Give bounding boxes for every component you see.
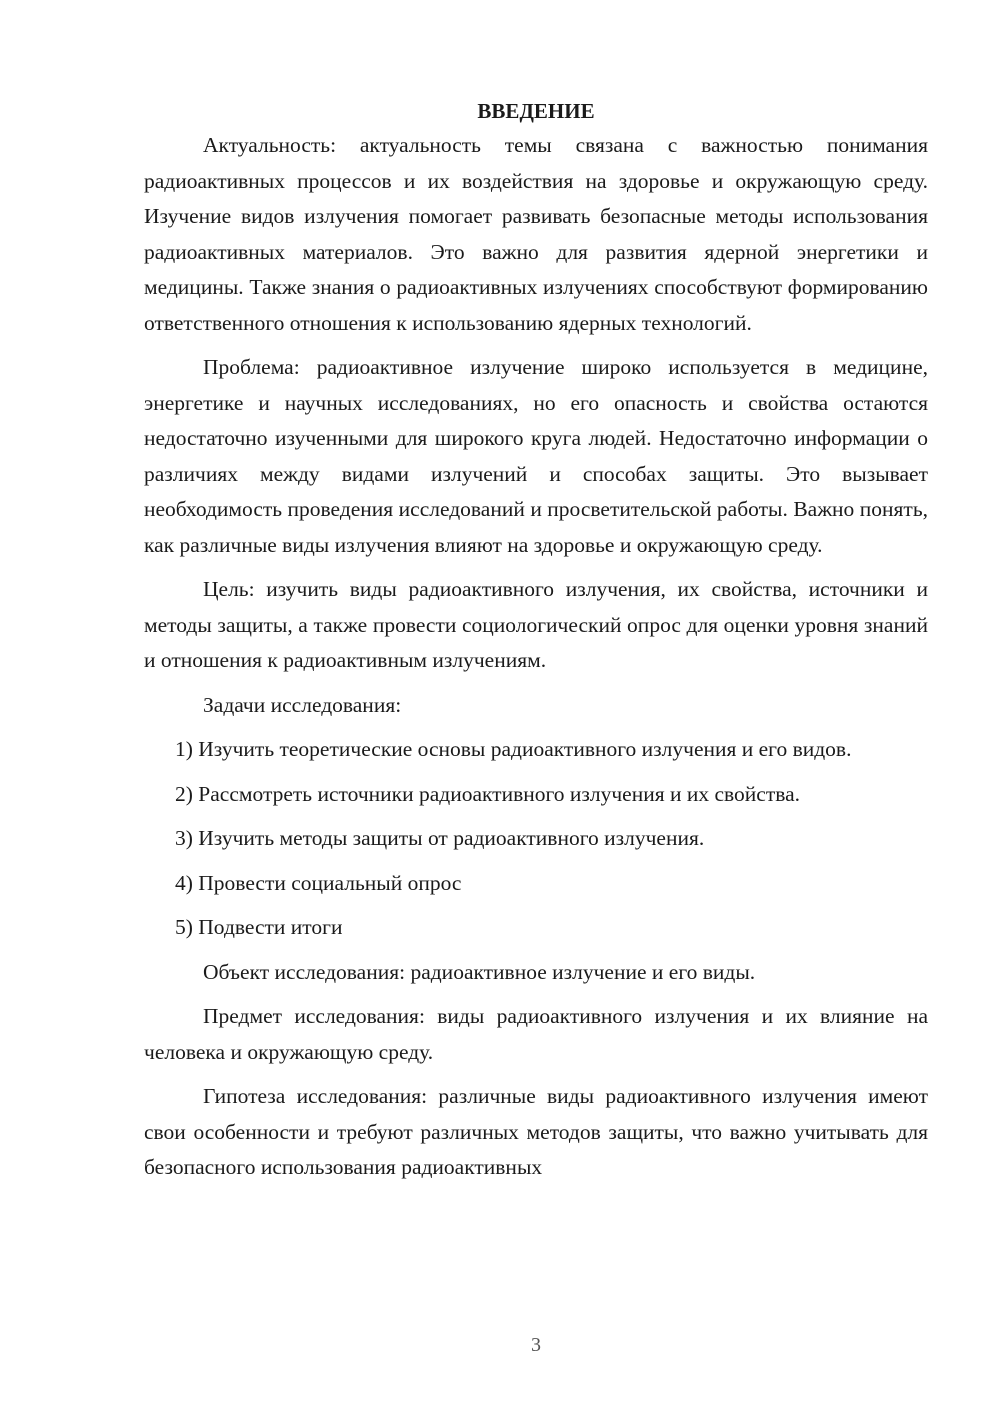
list-item: 5) Подвести итоги [175, 915, 343, 939]
paragraph-tasks-title: Задачи исследования: [203, 692, 402, 717]
list-item: 1) Изучить теоретические основы радиоактивного излучения и его видов. [175, 737, 852, 761]
list-item: 4) Провести социальный опрос [175, 870, 462, 895]
paragraph-subject: Предмет исследования: виды радиоактивного излучения и их влияние на человека и окружающую среду. [144, 1004, 928, 1064]
paragraph-hypothesis: Гипотеза исследования: различные виды радиоактивного излучения имеют свои особенности и требуют различных методов защиты, что важно учитывать для безопасного использования радиоактивных [144, 1084, 928, 1179]
paragraph-object: Объект исследования: радиоактивное излучение и его виды. [203, 959, 756, 984]
list-item: 2) Рассмотреть источники радиоактивного излучения и их свойства. [175, 781, 801, 806]
page-number: 3 [531, 1334, 541, 1356]
list-item: 3) Изучить методы защиты от радиоактивного излучения. [175, 826, 705, 850]
paragraph-goal: Цель: изучить виды радиоактивного излучения, их свойства, источники и методы защиты, а также провести социологический опрос для оценки уровня знаний и отношения к радиоактивным излучениям. [144, 577, 928, 672]
page-content [144, 96, 928, 1186]
paragraph-problem: Проблема: радиоактивное излучение широко используется в медицине, энергетике и научных исследованиях, но его опасность и свойства остаются недостаточно изученными для широкого круга людей. Недостаточно информации о различиях между видами излучений и способах защиты. Это вызывает необходимость проведения исследований и просветительской работы. Важно понять, как различные виды излучения влияют на здоровье и окружающую среду. [144, 355, 928, 557]
tasks-list [144, 732, 928, 946]
section-heading: ВВЕДЕНИЕ [477, 99, 595, 123]
paragraph-relevance: Актуальность: актуальность темы связана с важностью понимания радиоактивных процессов и их воздействия на здоровье и окружающую среду. Изучение видов излучения помогает развивать безопасные методы использования радиоактивных материалов. Это важно для развития ядерной энергетики и медицины. Также знания о радиоактивных излучениях способствуют формированию ответственного отношения к использованию ядерных технологий. [144, 133, 928, 335]
